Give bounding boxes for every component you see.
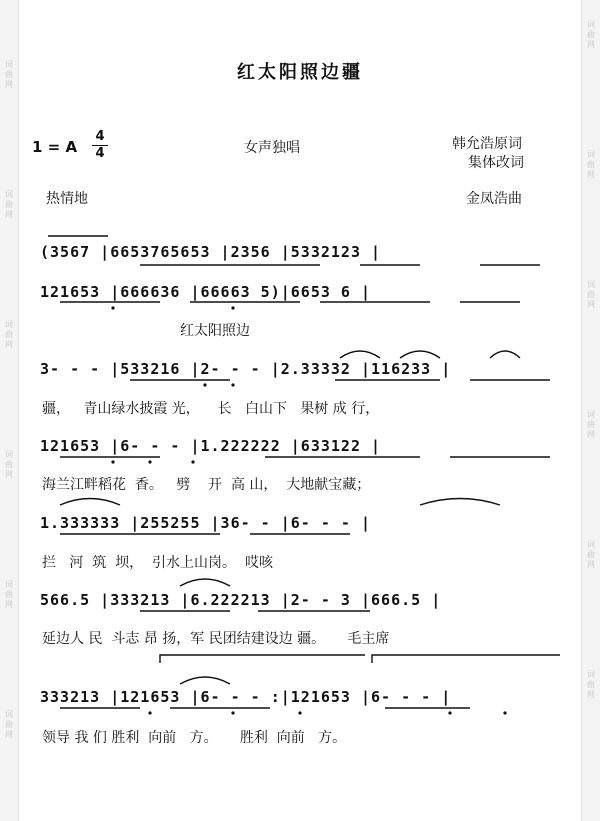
slur <box>60 499 120 506</box>
slur <box>420 499 500 506</box>
watermark-text: 词 曲 网 <box>587 540 595 569</box>
slur <box>340 351 380 358</box>
octave-dot <box>231 306 234 309</box>
octave-dot <box>298 711 301 714</box>
lyric-line: 红太阳照边 <box>42 323 250 339</box>
watermark-text: 词 曲 网 <box>5 190 13 219</box>
slur <box>400 351 440 358</box>
lyric-line: 领导 我 们 胜利 向前 方。 胜利 向前 方。 <box>42 730 347 746</box>
octave-dot <box>231 711 234 714</box>
watermark-text: 词 曲 网 <box>5 710 13 739</box>
octave-dot <box>191 460 194 463</box>
volta-bracket <box>372 655 560 663</box>
octave-dot <box>448 711 451 714</box>
notation-line: (3567 |6653765653 |2356 |5332123 | <box>40 243 382 261</box>
right-watermark-strip <box>581 0 600 821</box>
watermark-text: 词 曲 网 <box>587 670 595 699</box>
revision-credit: 集体改词 <box>468 155 524 171</box>
meter-top: 4 <box>95 129 105 144</box>
slur <box>180 579 230 586</box>
octave-dot <box>148 711 151 714</box>
octave-dot <box>111 460 114 463</box>
slur <box>180 677 230 684</box>
lyric-line: 疆， 青山绿水披霞 光， 长 白山下 果树 成 行， <box>42 401 380 417</box>
slur <box>490 351 520 358</box>
notation-line: 121653 |666636 |66663 5)|6653 6 | <box>40 283 372 301</box>
meter-bottom: 4 <box>95 146 105 161</box>
notation-line: 333213 |121653 |6- - - :|121653 |6- - - | <box>40 688 452 706</box>
left-watermark-strip <box>0 0 19 821</box>
performance-note: 女声独唱 <box>244 140 300 156</box>
composer-credit: 金凤浩曲 <box>466 191 522 207</box>
watermark-text: 词 曲 网 <box>587 20 595 49</box>
song-title: 红太阳照边疆 <box>237 62 363 83</box>
watermark-text: 词 曲 网 <box>5 60 13 89</box>
watermark-text: 词 曲 网 <box>5 580 13 609</box>
volta-bracket <box>160 655 365 663</box>
lyricist-credit: 韩允浩原词 <box>452 136 522 152</box>
octave-dot <box>231 383 234 386</box>
octave-dot <box>111 306 114 309</box>
notation-line: 1.333333 |255255 |36- - |6- - - | <box>40 514 372 532</box>
watermark-text: 词 曲 网 <box>5 450 13 479</box>
watermark-text: 词 曲 网 <box>587 280 595 309</box>
octave-dot <box>503 711 506 714</box>
lyric-line: 海兰江畔稻花 香。 劈 开 高 山， 大地献宝藏； <box>42 477 371 493</box>
notation-line: 566.5 |333213 |6.222213 |2- - 3 |666.5 | <box>40 591 442 609</box>
watermark-text: 词 曲 网 <box>587 150 595 179</box>
watermark-text: 词 曲 网 <box>5 320 13 349</box>
tempo-marking: 热情地 <box>46 191 88 207</box>
octave-dot <box>148 460 151 463</box>
time-signature <box>92 130 108 161</box>
key-signature: 1 = A <box>32 138 78 156</box>
lyric-line: 延边人 民 斗志 昂 扬，军 民团结建设边 疆。 毛主席 <box>42 631 390 647</box>
notation-line: 3- - - |533216 |2- - - |2.33332 |116233 | <box>40 360 452 378</box>
notation-line: 121653 |6- - - |1.222222 |633122 | <box>40 437 382 455</box>
watermark-text: 词 曲 网 <box>587 410 595 439</box>
lyric-line: 拦 河 筑 坝， 引水上山岗。 哎咳 <box>42 555 273 571</box>
octave-dot <box>203 383 206 386</box>
